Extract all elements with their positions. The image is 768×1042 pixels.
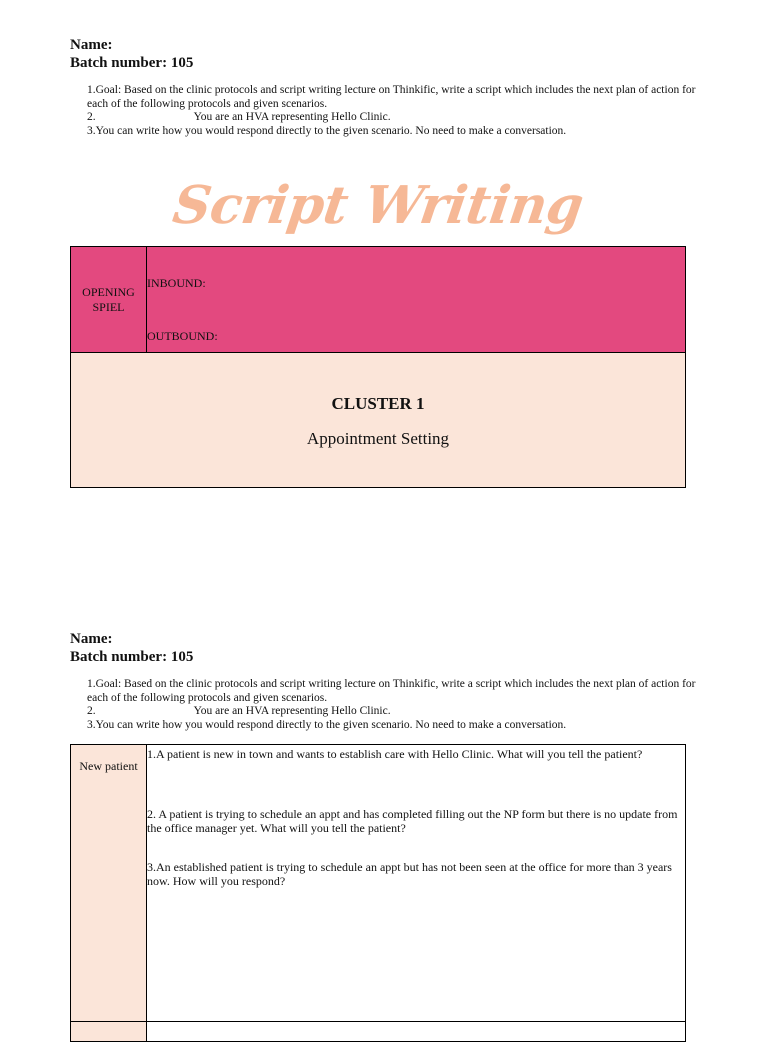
batch-number-label-page2: Batch number: 105 [70,649,194,665]
new-patient-questions [147,745,686,1022]
instruction-line-2-text: You are an HVA representing Hello Clinic. [193,705,391,717]
name-label-page2: Name: [70,631,113,647]
new-patient-label: New patient [71,745,147,1022]
instruction-line-1: 1.Goal: Based on the clinic protocols and script writing lecture on Thinkific, write a script which includes the next plan of action for each of the following protocols and given scenarios. [87,84,696,110]
script-writing-activity-banner: Script Writing [169,175,587,236]
instruction-line-3: 3.You can write how you would respond directly to the given scenario. No need to make a conversation. [87,124,567,137]
next-row-label [71,1022,147,1042]
instruction-line-2 [87,705,697,719]
instruction-line-2-number: 2. [87,111,96,123]
instructions-block [87,84,697,138]
cluster-subtitle: Appointment Setting [306,429,450,448]
new-patient-table [70,744,686,1042]
outbound-label: OUTBOUND: [147,329,218,343]
instruction-line-2-number: 2. [87,705,96,717]
instruction-line-1: 1.Goal: Based on the clinic protocols and script writing lecture on Thinkific, write a script which includes the next plan of action for each of the following protocols and given scenarios. [87,678,696,704]
instructions-block-page2 [87,678,697,732]
question-1: 1.A patient is new in town and wants to establish care with Hello Clinic. What will you tell the patient? [147,747,643,761]
cluster-header [71,353,686,488]
opening-spiel-content [147,247,686,353]
name-label: Name: [70,37,113,53]
instruction-line-2-text: You are an HVA representing Hello Clinic. [193,111,391,123]
opening-spiel-label: OPENING SPIEL [71,247,147,353]
next-row-content [147,1022,686,1042]
batch-number-label: Batch number: 105 [70,55,194,71]
question-2: 2. A patient is trying to schedule an appt and has completed filling out the NP form but there is no update from the office manager yet. What will you tell the patient? [147,807,678,835]
instruction-line-2 [87,111,697,125]
question-3: 3.An established patient is trying to schedule an appt but has not been seen at the office for more than 3 years now. How will you respond? [147,860,672,888]
instruction-line-3: 3.You can write how you would respond directly to the given scenario. No need to make a conversation. [87,718,567,731]
opening-spiel-table [70,246,686,488]
cluster-title: CLUSTER 1 [331,394,425,413]
inbound-label: INBOUND: [147,276,206,290]
